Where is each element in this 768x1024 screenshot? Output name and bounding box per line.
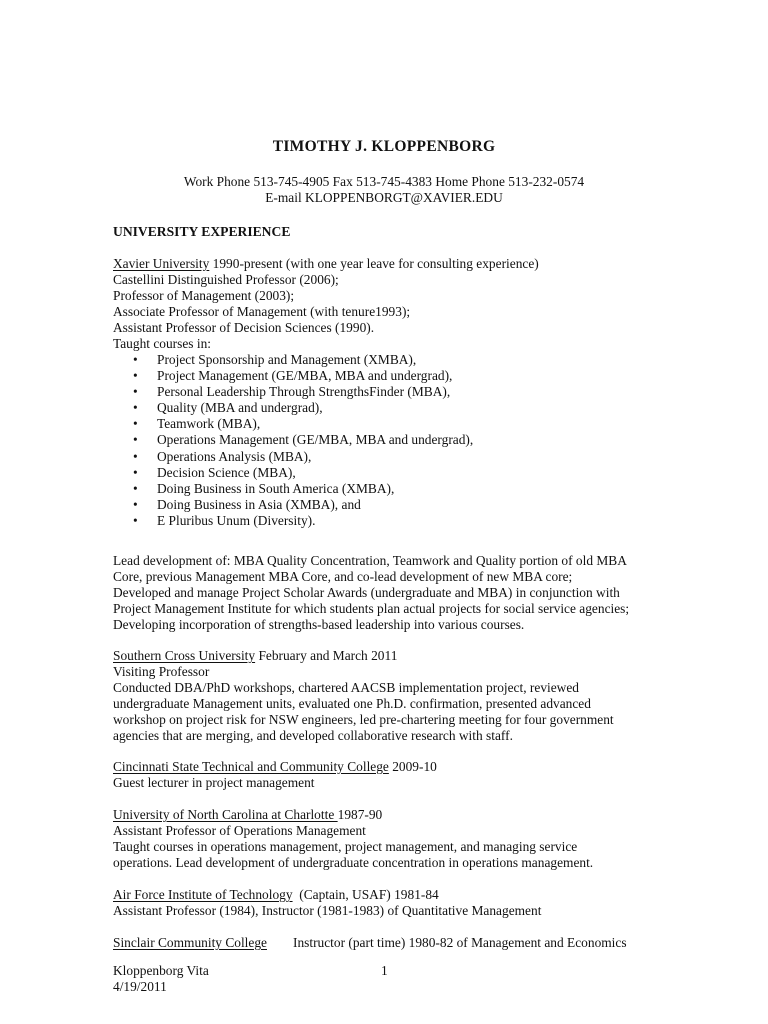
course-name: Personal Leadership Through StrengthsFinder (MBA), [157,384,451,400]
list-item [113,465,673,481]
position-line: Assistant Professor (1984), Instructor (1981-1983) of Quantitative Management [113,903,542,918]
paragraph-line: Taught courses in operations management, project management, and managing service [113,839,578,854]
position-line: Instructor (part time) 1980-82 of Management and Economics [293,935,627,950]
position-line: Professor of Management (2003); [113,288,295,303]
paragraph-line: Core, previous Management MBA Core, and co-lead development of new MBA core; [113,569,573,584]
institution-name: Air Force Institute of Technology [113,887,293,902]
course-name: E Pluribus Unum (Diversity). [157,512,316,528]
course-name: Doing Business in Asia (XMBA), and [157,496,361,512]
paragraph-line: undergraduate Management units, evaluated one Ph.D. confirmation, presented advanced [113,696,591,711]
entry-dates: (Captain, USAF) 1981-84 [292,887,439,902]
taught-courses-intro: Taught courses in: [113,336,211,351]
entry-unc-charlotte [113,807,673,871]
position-line: Associate Professor of Management (with tenure1993); [113,304,411,319]
course-name: Teamwork (MBA), [157,416,261,432]
course-name: Decision Science (MBA), [157,464,296,480]
course-name: Doing Business in South America (XMBA), [157,480,395,496]
page-title: TIMOTHY J. KLOPPENBORG [272,138,496,155]
bullet-icon: • [133,480,138,496]
section-heading-university-experience: UNIVERSITY EXPERIENCE [113,224,291,239]
position-line: Castellini Distinguished Professor (2006); [113,272,339,287]
entry-dates: 1990-present (with one year leave for consulting experience) [209,256,539,271]
bullet-icon: • [133,416,138,432]
phone-numbers: Work Phone 513-745-4905 Fax 513-745-4383 Home Phone 513-232-0574 [183,174,585,189]
entry-cincinnati-state [113,759,673,791]
list-item [113,513,673,529]
institution-name: Xavier University [113,256,210,271]
footer-title: Kloppenborg Vita [113,963,209,978]
position-line: Visiting Professor [113,664,210,679]
bullet-icon: • [133,368,138,384]
entry-dates: February and March 2011 [255,648,398,663]
bullet-icon: • [133,400,138,416]
paragraph-line: Lead development of: MBA Quality Concentration, Teamwork and Quality portion of old MBA [113,553,627,568]
entry-header [113,648,673,664]
list-item [113,416,673,432]
email-address: E-mail KLOPPENBORGT@XAVIER.EDU [265,190,503,205]
paragraph-line: Project Management Institute for which students plan actual projects for social service agencies; [113,601,630,616]
development-paragraph [113,553,673,633]
bullet-icon: • [133,512,138,528]
entry-header [113,807,673,823]
course-name: Operations Analysis (MBA), [157,448,312,464]
entry-header [113,256,673,272]
page-number: 1 [381,963,388,978]
contact-info [0,174,768,206]
list-item [113,384,673,400]
entry-xavier [113,256,673,529]
paragraph-line: operations. Lead development of undergraduate concentration in operations management. [113,855,594,870]
entry-dates: 1987-90 [337,807,383,822]
list-item [113,432,673,448]
list-item [113,481,673,497]
position-line: Assistant Professor of Decision Sciences (1990). [113,320,375,335]
footer [113,963,209,995]
course-name: Operations Management (GE/MBA, MBA and undergrad), [157,432,474,448]
paragraph-line: Developing incorporation of strengths-based leadership into various courses. [113,617,525,632]
course-name: Project Sponsorship and Management (XMBA), [157,352,417,367]
bullet-icon: • [133,496,138,512]
entry-dates: 2009-10 [388,759,437,774]
course-name: Project Management (GE/MBA, MBA and undergrad), [157,368,453,384]
entry-header [113,759,673,775]
entry-southern-cross [113,648,673,744]
bullet-icon: • [133,352,138,367]
entry-afit [113,887,673,919]
entry-sinclair [113,935,673,951]
institution-name: University of North Carolina at Charlotte [113,807,338,822]
paragraph-line: Developed and manage Project Scholar Awards (undergraduate and MBA) in conjunction with [113,585,620,600]
paragraph-line: workshop on project risk for NSW engineers, led pre-chartering meeting for four government [113,712,614,727]
footer-date: 4/19/2011 [113,979,167,994]
list-item [113,352,673,368]
institution-name: Cincinnati State Technical and Community College [113,759,389,774]
list-item [113,368,673,384]
list-item [113,497,673,513]
bullet-icon: • [133,448,138,464]
position-line: Assistant Professor of Operations Management [113,823,366,838]
list-item [113,400,673,416]
institution-name: Southern Cross University [113,648,256,663]
position-line: Guest lecturer in project management [113,775,315,790]
list-item [113,449,673,465]
bullet-icon: • [133,432,138,448]
paragraph-line: Conducted DBA/PhD workshops, chartered AACSB implementation project, reviewed [113,680,579,695]
bullet-icon: • [133,384,138,400]
institution-name: Sinclair Community College [113,935,267,950]
paragraph-line: agencies that are merging, and developed collaborative research with staff. [113,728,513,743]
bullet-icon: • [133,464,138,480]
course-list [113,352,673,529]
course-name: Quality (MBA and undergrad), [157,400,323,416]
entry-header [113,887,673,903]
